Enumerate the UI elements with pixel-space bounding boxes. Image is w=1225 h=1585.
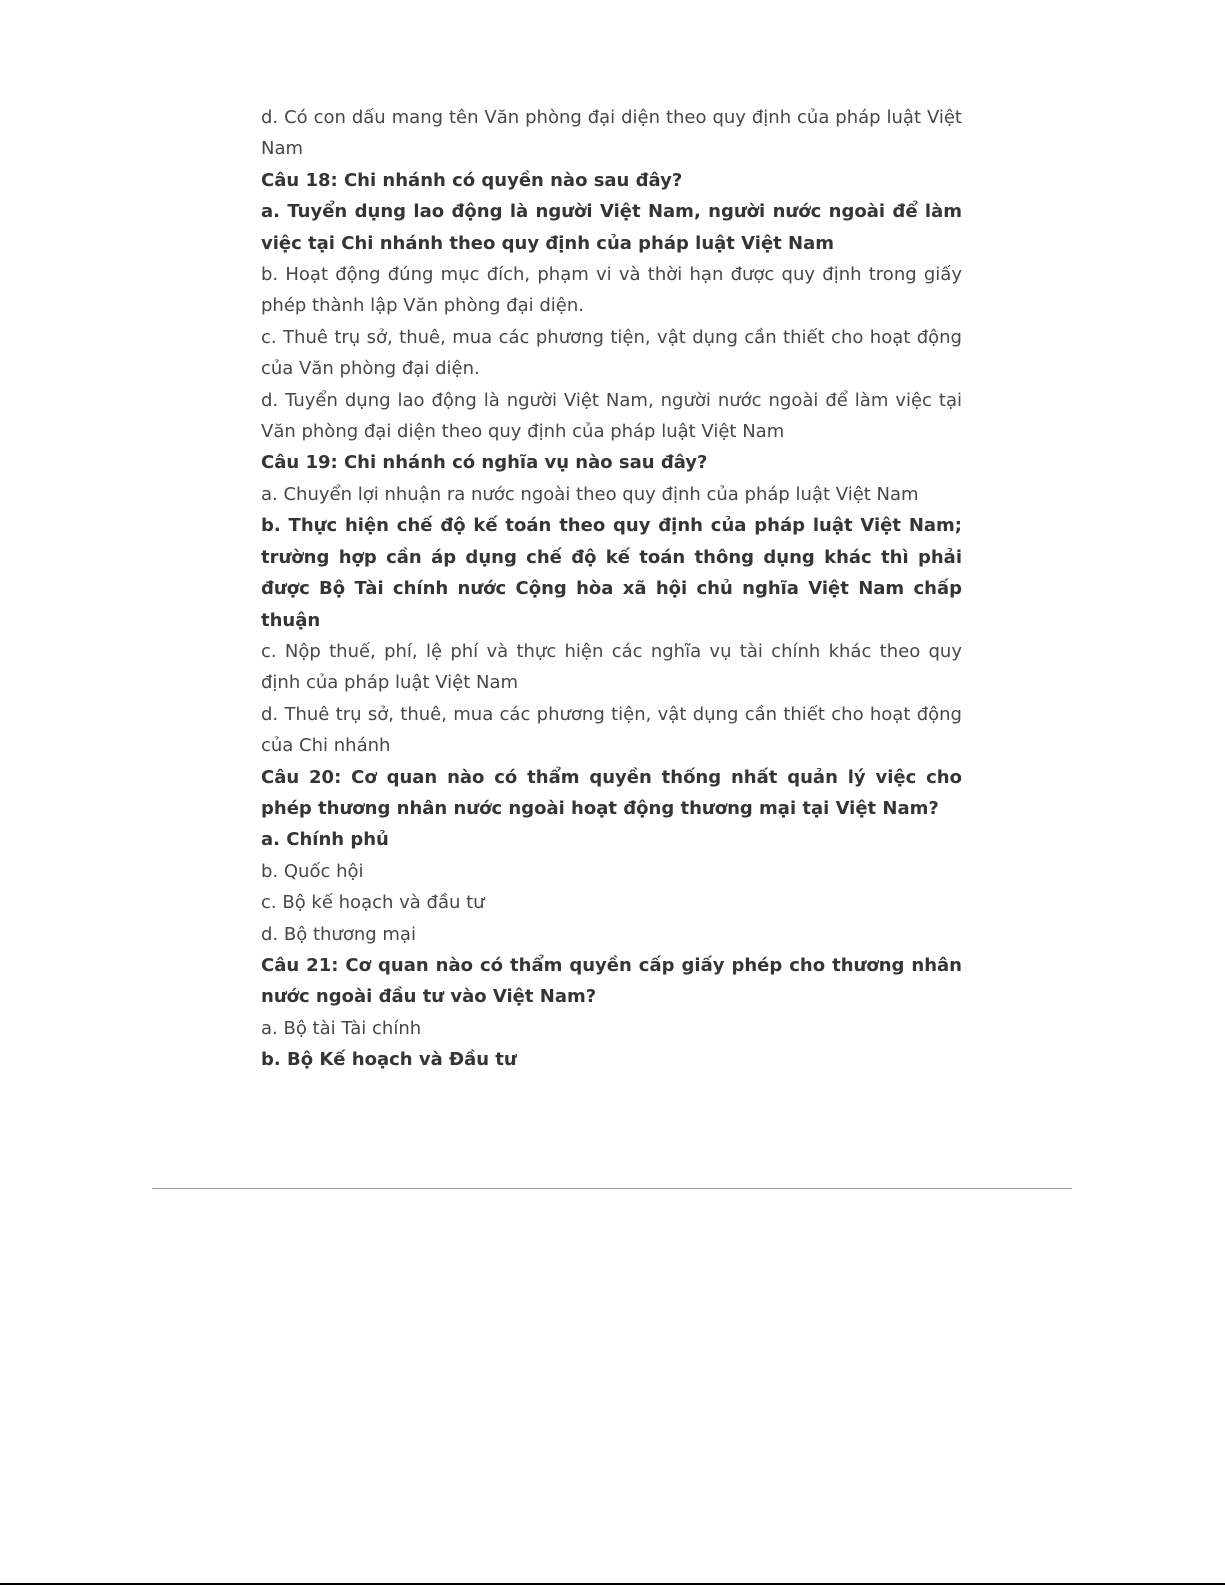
option-20b: b. Quốc hội: [261, 860, 364, 882]
question-20: Câu 20: Cơ quan nào có thẩm quyền thống nhất quản lý việc cho phép thương nhân nước ngoài hoạt động thương mại tại Việt Nam?: [261, 766, 962, 819]
option-21a: a. Bộ tài Tài chính: [261, 1017, 422, 1039]
option-20d: d. Bộ thương mại: [261, 923, 416, 945]
option-20c: c. Bộ kế hoạch và đầu tư: [261, 892, 485, 914]
document-body: [261, 102, 962, 1076]
option-18c: c. Thuê trụ sở, thuê, mua các phương tiện, vật dụng cần thiết cho hoạt động của Văn phòng đại diện.: [261, 326, 962, 380]
option-19a: a. Chuyển lợi nhuận ra nước ngoài theo quy định của pháp luật Việt Nam: [261, 483, 919, 505]
question-19: Câu 19: Chi nhánh có nghĩa vụ nào sau đây?: [261, 452, 708, 474]
question-18: Câu 18: Chi nhánh có quyền nào sau đây?: [261, 169, 683, 191]
option-18a-answer: a. Tuyển dụng lao động là người Việt Nam, người nước ngoài để làm việc tại Chi nhánh theo quy định của pháp luật Việt Nam: [261, 201, 962, 254]
option-18b: b. Hoạt động đúng mục đích, phạm vi và thời hạn được quy định trong giấy phép thành lập Văn phòng đại diện.: [261, 264, 962, 317]
page-divider: [152, 1188, 1072, 1189]
option-17d: d. Có con dấu mang tên Văn phòng đại diện theo quy định của pháp luật Việt Nam: [261, 107, 962, 160]
option-18d: d. Tuyển dụng lao động là người Việt Nam, người nước ngoài để làm việc tại Văn phòng đại diện theo quy định của pháp luật Việt Nam: [261, 389, 962, 443]
option-19b-answer: b. Thực hiện chế độ kế toán theo quy định của pháp luật Việt Nam; trường hợp cần áp dụng chế độ kế toán thông dụng khác thì phải được Bộ Tài chính nước Cộng hòa xã hội chủ nghĩa Việt Nam chấp thuận: [261, 515, 962, 631]
question-21: Câu 21: Cơ quan nào có thẩm quyền cấp giấy phép cho thương nhân nước ngoài đầu tư vào Việt Nam?: [261, 954, 962, 1008]
option-20a-answer: a. Chính phủ: [261, 829, 389, 851]
option-19c: c. Nộp thuế, phí, lệ phí và thực hiện các nghĩa vụ tài chính khác theo quy định của pháp luật Việt Nam: [261, 640, 962, 694]
option-19d: d. Thuê trụ sở, thuê, mua các phương tiện, vật dụng cần thiết cho hoạt động của Chi nhánh: [261, 703, 962, 757]
option-21b-answer: b. Bộ Kế hoạch và Đầu tư: [261, 1049, 517, 1071]
